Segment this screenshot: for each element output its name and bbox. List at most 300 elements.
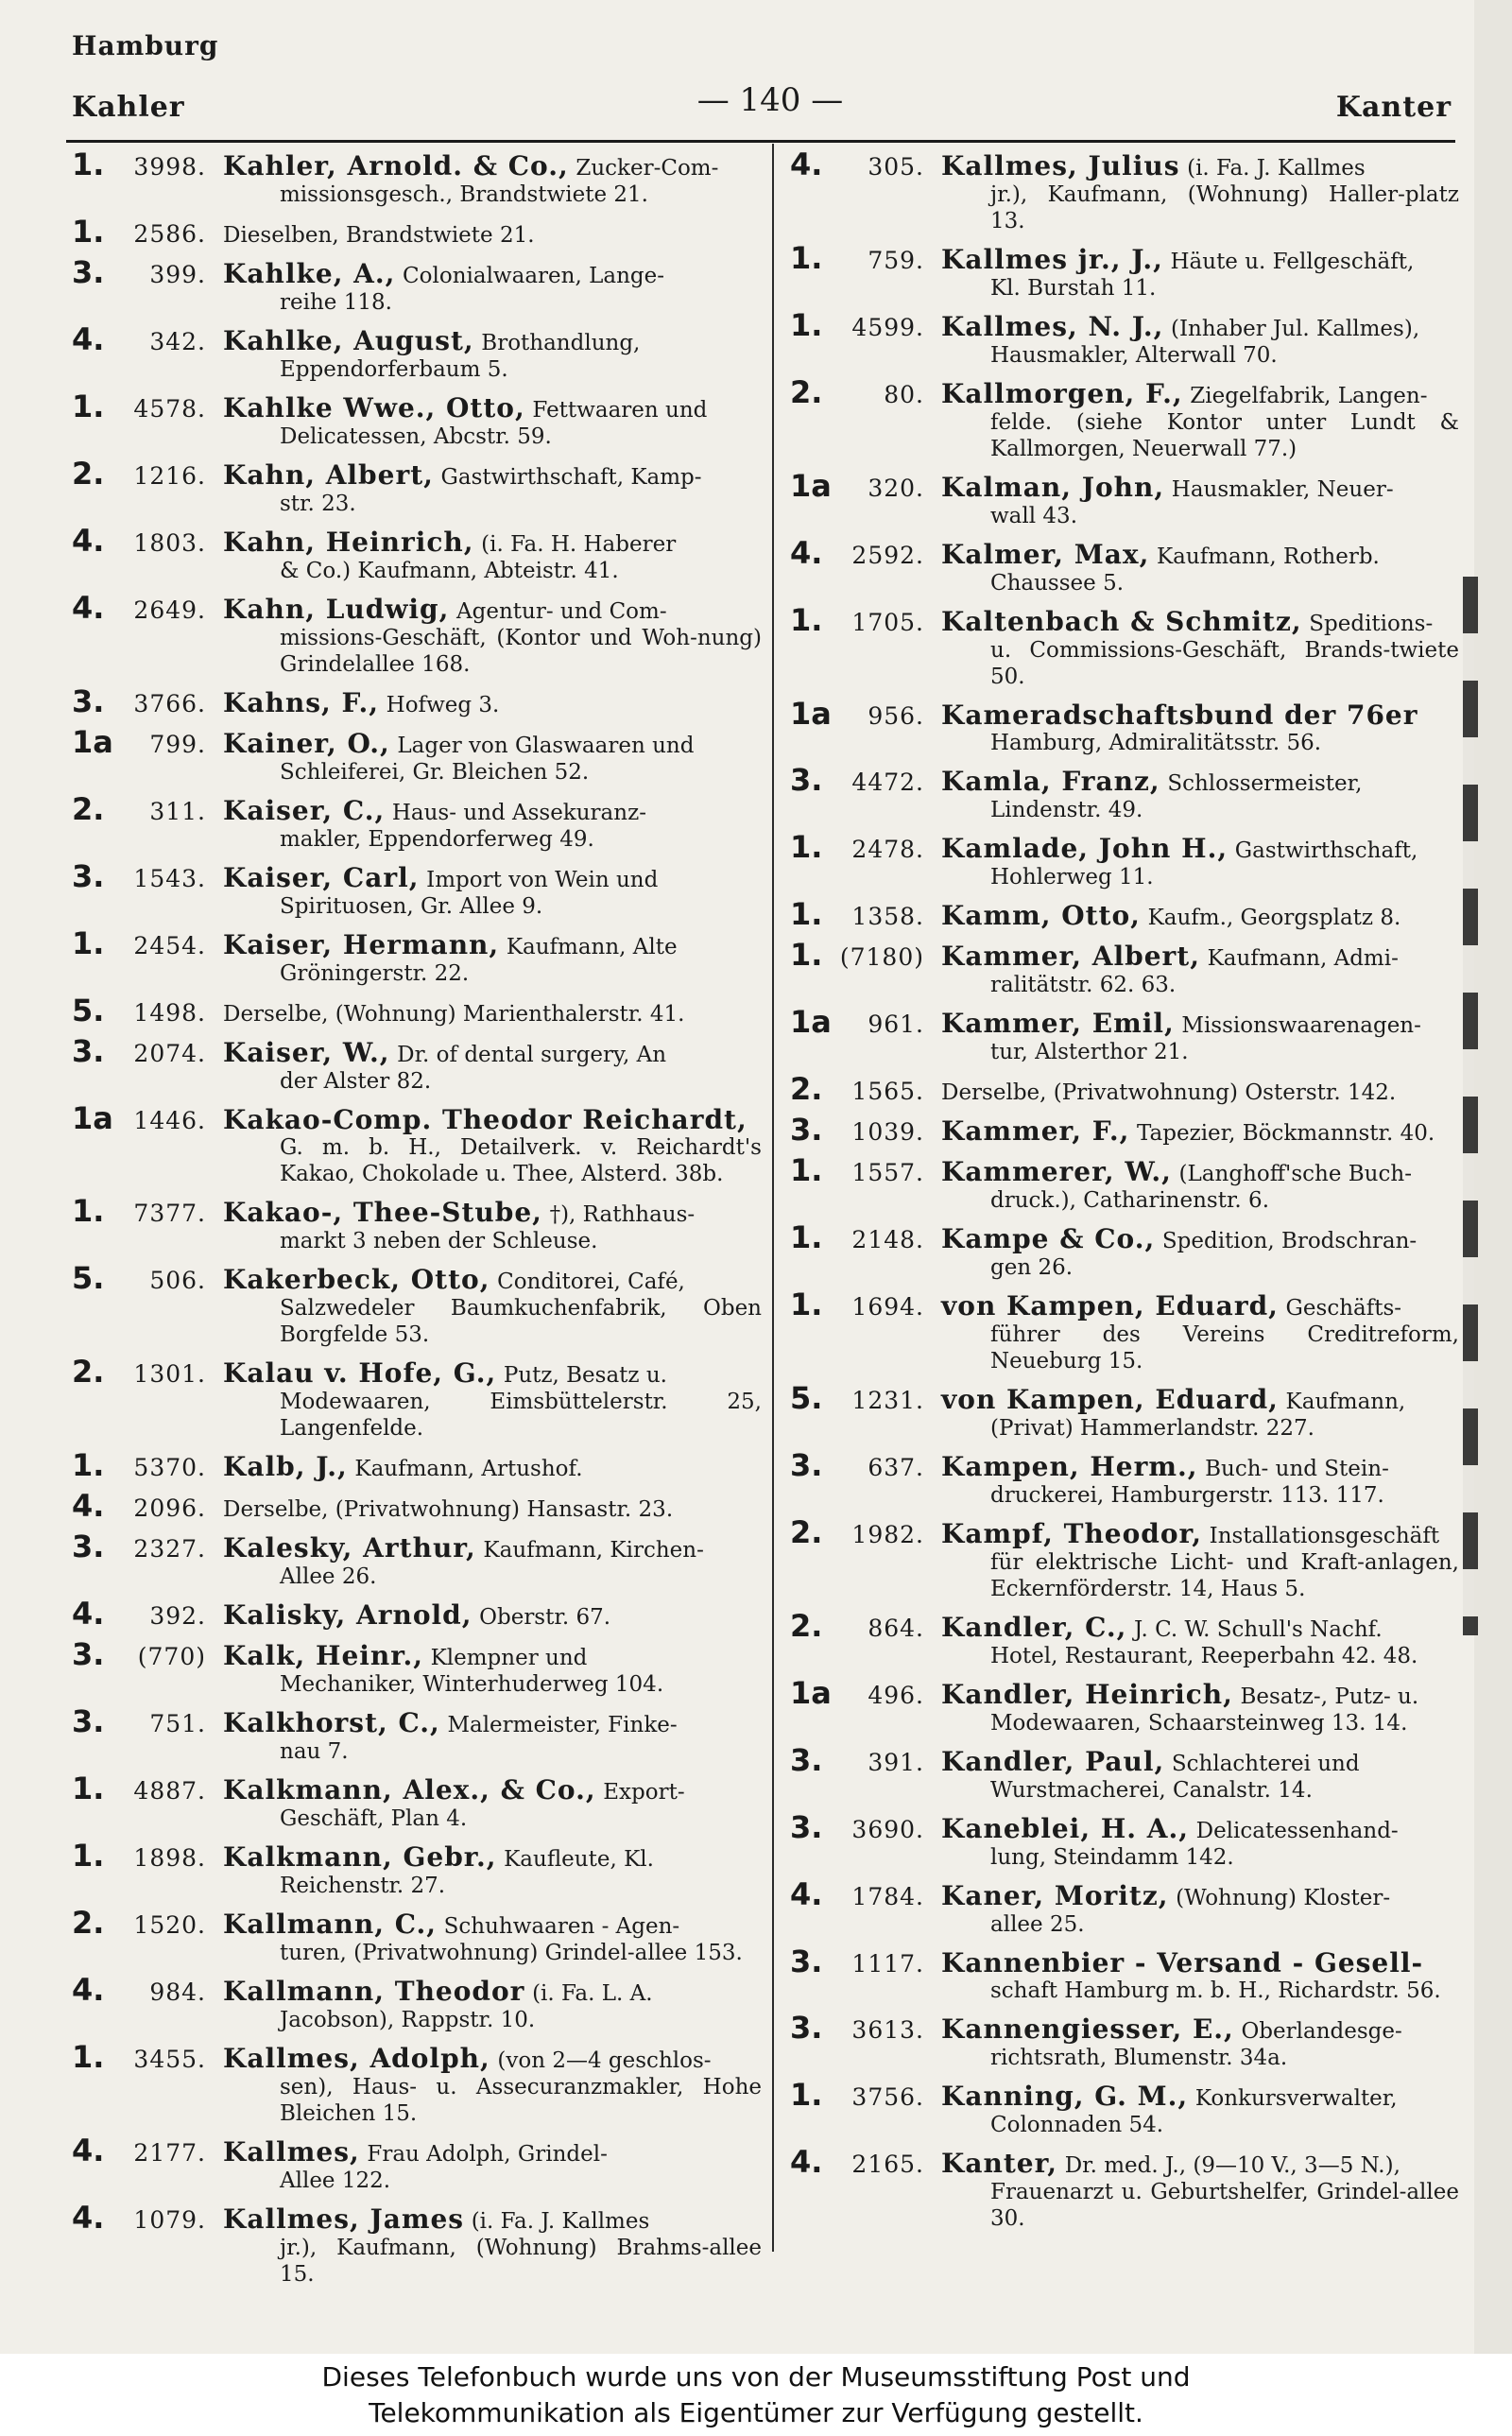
directory-entry xyxy=(72,151,762,208)
entry-continuation: & Co.) Kaufmann, Abteistr. 41. xyxy=(280,559,619,583)
exchange-district: 1a xyxy=(790,1680,832,1710)
directory-entry xyxy=(72,595,762,678)
directory-entry xyxy=(790,1680,1459,1736)
entry-details: Hofweg 3. xyxy=(386,693,500,717)
exchange-district: 4. xyxy=(72,2204,105,2235)
entry-first-line xyxy=(72,1842,762,1873)
exchange-district: 1a xyxy=(72,729,113,759)
subscriber-name: Kamlade, John H., xyxy=(941,834,1228,864)
entry-first-line xyxy=(72,796,762,826)
directory-entry xyxy=(790,540,1459,596)
directory-entry xyxy=(790,379,1459,462)
entry-continuation: druckerei, Hamburgerstr. 113. 117. xyxy=(990,1483,1384,1508)
entry-details: Kaufm., Georgsplatz 8. xyxy=(1147,906,1401,930)
exchange-district: 1. xyxy=(790,942,823,972)
exchange-district: 1a xyxy=(72,1105,113,1134)
exchange-district: 1. xyxy=(790,607,823,637)
entry-continuation: Reichenstr. 27. xyxy=(280,1874,446,1898)
directory-entry xyxy=(790,473,1459,529)
phone-number: 751. xyxy=(149,1710,206,1737)
entry-continuation: missionsgesch., Brandstwiete 21. xyxy=(280,182,648,207)
exchange-district: 2. xyxy=(790,379,823,409)
phone-number: 3690. xyxy=(851,1816,924,1843)
entry-details: Derselbe, (Privatwohnung) Hansastr. 23. xyxy=(223,1497,674,1522)
directory-entry xyxy=(790,607,1459,690)
entry-details: Tapezier, Böckmannstr. 40. xyxy=(1136,1121,1435,1146)
entry-first-line xyxy=(790,312,1459,342)
directory-entry xyxy=(72,218,762,249)
phone-number: 1117. xyxy=(851,1950,924,1978)
entry-continuation: Spirituosen, Gr. Allee 9. xyxy=(280,894,543,919)
exchange-district: 1. xyxy=(72,2044,105,2074)
entry-continuation: Gröningerstr. 22. xyxy=(280,961,470,986)
entry-first-line xyxy=(790,767,1459,797)
exchange-district: 3. xyxy=(72,259,105,289)
phone-number: 392. xyxy=(149,1602,206,1630)
entry-continuation: markt 3 neben der Schleuse. xyxy=(280,1229,598,1253)
entry-first-line xyxy=(790,1519,1459,1549)
directory-entry xyxy=(790,1076,1459,1106)
entry-first-line xyxy=(790,1747,1459,1777)
exchange-district: 1. xyxy=(72,218,105,249)
phone-number: 1520. xyxy=(133,1911,206,1939)
subscriber-name: Kameradschaftsbund der 76er xyxy=(941,700,1418,730)
exchange-district: 3. xyxy=(72,1708,105,1738)
subscriber-name: Kallmes, xyxy=(223,2137,360,2168)
first-entry-heading: Kahler xyxy=(72,91,185,124)
entry-details: Hausmakler, Neuer- xyxy=(1171,477,1394,502)
entry-details: Häute u. Fellgeschäft, xyxy=(1170,250,1415,274)
subscriber-name: Kampen, Herm., xyxy=(941,1452,1198,1482)
exchange-district: 2. xyxy=(72,796,105,826)
entry-continuation: Hotel, Restaurant, Reeperbahn 42. 48. xyxy=(990,1644,1418,1668)
directory-entry xyxy=(790,1157,1459,1214)
entry-continuation: allee 25. xyxy=(990,1912,1085,1937)
entry-first-line xyxy=(72,1641,762,1671)
phone-number: 956. xyxy=(868,702,924,730)
entry-first-line xyxy=(72,1493,762,1523)
directory-entry xyxy=(790,1452,1459,1509)
directory-entry xyxy=(790,942,1459,998)
entry-details: Klempner und xyxy=(430,1646,588,1670)
entry-continuation: wall 43. xyxy=(990,504,1077,528)
entry-continuation: Allee 26. xyxy=(280,1564,377,1589)
entry-first-line xyxy=(790,942,1459,972)
entry-details: Haus- und Assekuranz- xyxy=(391,801,646,825)
directory-entry xyxy=(72,1038,762,1095)
entry-details: J. C. W. Schull's Nachf. xyxy=(1134,1617,1383,1642)
entry-first-line xyxy=(790,1613,1459,1643)
entry-continuation: Mechaniker, Winterhuderweg 104. xyxy=(280,1672,664,1697)
entry-first-line xyxy=(72,1198,762,1228)
subscriber-name: Kallmorgen, F., xyxy=(941,379,1183,409)
entry-continuation: jr.), Kaufmann, (Wohnung) Haller-platz 13. xyxy=(990,182,1459,233)
exchange-district: 3. xyxy=(790,1814,823,1844)
subscriber-name: Kainer, O., xyxy=(223,729,390,759)
subscriber-name: Kanter, xyxy=(941,2149,1058,2179)
entry-first-line xyxy=(72,997,762,1028)
entry-continuation: richtsrath, Blumenstr. 34a. xyxy=(990,2046,1288,2070)
directory-entry xyxy=(72,259,762,316)
subscriber-name: Kalman, John, xyxy=(941,473,1165,503)
entry-continuation: der Alster 82. xyxy=(280,1069,432,1094)
exchange-district: 4. xyxy=(790,540,823,570)
exchange-district: 4. xyxy=(72,1977,105,2007)
entry-details: Konkursverwalter, xyxy=(1194,2086,1398,2111)
exchange-district: 2. xyxy=(790,1076,823,1106)
phone-number: 1705. xyxy=(851,609,924,636)
directory-entry xyxy=(790,1224,1459,1281)
subscriber-name: Kakao-, Thee-Stube, xyxy=(223,1198,542,1228)
entry-first-line xyxy=(72,1977,762,2007)
directory-entry xyxy=(72,1198,762,1254)
subscriber-name: Kammer, Albert, xyxy=(941,942,1200,972)
entry-continuation: (Privat) Hammerlandstr. 227. xyxy=(990,1416,1314,1441)
phone-number: 80. xyxy=(884,381,924,408)
exchange-district: 1. xyxy=(790,901,823,931)
directory-entry xyxy=(72,1775,762,1832)
entry-continuation: missions-Geschäft, (Kontor und Woh-nung) Grindelallee 168. xyxy=(280,626,762,677)
entry-continuation: Hamburg, Admiralitätsstr. 56. xyxy=(990,731,1322,755)
subscriber-name: Kaltenbach & Schmitz, xyxy=(941,607,1302,637)
subscriber-name: Kandler, C., xyxy=(941,1613,1127,1643)
entry-continuation: u. Commissions-Geschäft, Brands-twiete 50. xyxy=(990,638,1459,689)
phone-number: (7180) xyxy=(839,943,924,971)
directory-entry xyxy=(790,1385,1459,1442)
entry-details: Derselbe, (Privatwohnung) Osterstr. 142. xyxy=(941,1080,1397,1105)
phone-number: 4599. xyxy=(851,314,924,341)
entry-continuation: Frauenarzt u. Geburtshelfer, Grindel-allee 30. xyxy=(990,2180,1459,2231)
subscriber-name: Kandler, Paul, xyxy=(941,1747,1165,1777)
exchange-district: 1a xyxy=(790,1009,832,1039)
exchange-district: 3. xyxy=(790,2014,823,2045)
entry-continuation: Chaussee 5. xyxy=(990,571,1125,596)
directory-entry xyxy=(72,1533,762,1590)
directory-entry xyxy=(72,1600,762,1631)
entry-continuation: Hohlerweg 11. xyxy=(990,865,1154,890)
entry-details: Kaufmann, xyxy=(1285,1390,1406,1414)
directory-entry xyxy=(72,527,762,584)
directory-entry xyxy=(72,1708,762,1765)
entry-first-line xyxy=(790,1680,1459,1710)
entry-continuation: Hausmakler, Alterwall 70. xyxy=(990,343,1278,368)
phone-number: 1543. xyxy=(133,865,206,892)
entry-first-line xyxy=(72,1909,762,1940)
entry-continuation: Modewaaren, Schaarsteinweg 13. 14. xyxy=(990,1711,1408,1736)
entry-details: Spedition, Brodschran- xyxy=(1161,1229,1418,1253)
entry-continuation: jr.), Kaufmann, (Wohnung) Brahms-allee 15. xyxy=(280,2236,762,2287)
phone-number: 2649. xyxy=(133,596,206,624)
entry-continuation: schaft Hamburg m. b. H., Richardstr. 56. xyxy=(990,1978,1441,2003)
directory-entry xyxy=(790,700,1459,756)
exchange-district: 4. xyxy=(72,1493,105,1523)
entry-continuation: für elektrische Licht- und Kraft-anlagen, Eckernförderstr. 14, Haus 5. xyxy=(990,1550,1459,1601)
exchange-district: 3. xyxy=(790,1452,823,1482)
exchange-district: 3. xyxy=(72,688,105,718)
entry-first-line xyxy=(72,1358,762,1389)
directory-entry xyxy=(790,1814,1459,1871)
directory-entry xyxy=(72,688,762,718)
entry-details: Speditions- xyxy=(1309,612,1434,636)
directory-entry xyxy=(72,796,762,853)
exchange-district: 1. xyxy=(72,1198,105,1228)
entry-continuation: Wurstmacherei, Canalstr. 14. xyxy=(990,1778,1313,1803)
subscriber-name: Kannenbier - Versand - Gesell- xyxy=(941,1948,1424,1978)
entry-first-line xyxy=(72,863,762,893)
entry-first-line xyxy=(72,1708,762,1738)
entry-details: Kaufmann, Artushof. xyxy=(354,1457,583,1481)
subscriber-name: Kampe & Co., xyxy=(941,1224,1156,1254)
exchange-district: 5. xyxy=(72,997,105,1028)
exchange-district: 1. xyxy=(790,1291,823,1322)
subscriber-name: Kalk, Heinr., xyxy=(223,1641,423,1671)
directory-entry xyxy=(72,2044,762,2127)
directory-entry xyxy=(72,729,762,786)
entry-first-line xyxy=(790,901,1459,931)
directory-entry xyxy=(72,1842,762,1899)
exchange-district: 2. xyxy=(72,460,105,491)
directory-entry xyxy=(72,1265,762,1348)
phone-number: 1557. xyxy=(851,1159,924,1186)
exchange-district: 1. xyxy=(790,245,823,275)
entry-details: Colonialwaaren, Lange- xyxy=(403,264,664,288)
binding-marks xyxy=(1463,577,1478,1635)
exchange-district: 1. xyxy=(790,2082,823,2112)
entry-continuation: führer des Vereins Creditreform, Neueburg 15. xyxy=(990,1322,1459,1373)
phone-number: 1784. xyxy=(851,1883,924,1910)
entry-details: Schlossermeister, xyxy=(1167,771,1363,796)
entry-details: (Wohnung) Kloster- xyxy=(1176,1886,1391,1910)
subscriber-name: Kahlke, August, xyxy=(223,326,474,356)
phone-number: 1898. xyxy=(133,1844,206,1872)
exchange-district: 5. xyxy=(790,1385,823,1415)
subscriber-name: Kaiser, Carl, xyxy=(223,863,420,893)
phone-number: 2478. xyxy=(851,836,924,863)
phone-number: 984. xyxy=(149,1978,206,2006)
column-divider xyxy=(772,144,774,2252)
entry-first-line xyxy=(790,379,1459,409)
exchange-district: 1a xyxy=(790,700,832,730)
entry-continuation: Eppendorferbaum 5. xyxy=(280,357,508,382)
exchange-district: 1. xyxy=(72,1775,105,1805)
entry-details: Putz, Besatz u. xyxy=(503,1363,667,1388)
exchange-district: 2. xyxy=(790,1613,823,1643)
exchange-district: 4. xyxy=(790,1881,823,1911)
phone-number: 1982. xyxy=(851,1521,924,1548)
entry-first-line xyxy=(790,2082,1459,2112)
directory-entry xyxy=(72,1105,762,1187)
directory-entry xyxy=(790,1009,1459,1065)
exchange-district: 1. xyxy=(72,930,105,960)
directory-entry xyxy=(72,997,762,1028)
subscriber-name: Kakerbeck, Otto, xyxy=(223,1265,490,1295)
entry-continuation: ralitätstr. 62. 63. xyxy=(990,973,1177,997)
phone-number: 1301. xyxy=(133,1360,206,1388)
entry-details: Installationsgeschäft xyxy=(1209,1524,1440,1548)
phone-number: 864. xyxy=(868,1615,924,1642)
right-column xyxy=(790,151,1459,2242)
entry-details: Oberlandesge- xyxy=(1241,2019,1402,2044)
phone-number: 2327. xyxy=(133,1535,206,1563)
subscriber-name: Kallmes, James xyxy=(223,2204,465,2235)
entry-details: Agentur- und Com- xyxy=(456,599,667,624)
entry-continuation: str. 23. xyxy=(280,492,356,516)
entry-details: (von 2—4 geschlos- xyxy=(497,2048,712,2073)
subscriber-name: Kahlke, A., xyxy=(223,259,396,289)
phone-number: 2454. xyxy=(133,932,206,959)
entry-first-line xyxy=(790,540,1459,570)
subscriber-name: Kanning, G. M., xyxy=(941,2082,1189,2112)
exchange-district: 3. xyxy=(790,1747,823,1777)
entry-first-line xyxy=(790,1814,1459,1844)
directory-entry xyxy=(790,767,1459,823)
phone-number: 2177. xyxy=(133,2139,206,2167)
phone-number: 4887. xyxy=(133,1777,206,1805)
entry-details: (i. Fa. L. A. xyxy=(532,1981,653,2006)
entry-continuation: nau 7. xyxy=(280,1739,349,1764)
entry-first-line xyxy=(72,527,762,558)
subscriber-name: Kamm, Otto, xyxy=(941,901,1141,931)
entry-continuation: Allee 122. xyxy=(280,2168,391,2193)
phone-number: 311. xyxy=(149,798,206,825)
exchange-district: 1. xyxy=(790,834,823,864)
entry-details: (Langhoff'sche Buch- xyxy=(1178,1162,1412,1186)
entry-first-line xyxy=(790,473,1459,503)
exchange-district: 1. xyxy=(790,312,823,342)
directory-entry xyxy=(790,1116,1459,1147)
entry-first-line xyxy=(72,2204,762,2235)
phone-number: 3613. xyxy=(851,2016,924,2044)
entry-continuation: Geschäft, Plan 4. xyxy=(280,1806,468,1831)
exchange-district: 1. xyxy=(72,393,105,423)
header-rule xyxy=(66,140,1455,143)
phone-number: 961. xyxy=(868,1011,924,1038)
entry-details: (i. Fa. J. Kallmes xyxy=(1187,156,1366,181)
subscriber-name: Kammerer, W., xyxy=(941,1157,1172,1187)
entry-first-line xyxy=(72,393,762,423)
exchange-district: 3. xyxy=(790,767,823,797)
entry-first-line xyxy=(790,1881,1459,1911)
entry-continuation: gen 26. xyxy=(990,1255,1074,1280)
entry-first-line xyxy=(72,1600,762,1631)
phone-number: 1446. xyxy=(133,1107,206,1134)
subscriber-name: Kahns, F., xyxy=(223,688,380,718)
footer-notice xyxy=(0,2354,1512,2436)
entry-first-line xyxy=(72,1452,762,1482)
subscriber-name: Kallmes jr., J., xyxy=(941,245,1163,275)
subscriber-name: Kampf, Theodor, xyxy=(941,1519,1203,1549)
entry-first-line xyxy=(72,218,762,249)
phone-number: 1694. xyxy=(851,1293,924,1321)
phone-number: 1803. xyxy=(133,529,206,557)
subscriber-name: Kalisky, Arnold, xyxy=(223,1600,472,1631)
entry-first-line xyxy=(72,1265,762,1295)
exchange-district: 3. xyxy=(790,1116,823,1147)
entry-details: Dr. med. J., (9—10 V., 3—5 N.), xyxy=(1064,2153,1400,2178)
subscriber-name: Kaiser, Hermann, xyxy=(223,930,500,960)
entry-details: Schlachterei und xyxy=(1171,1752,1360,1776)
directory-entry xyxy=(72,393,762,450)
phone-number: 3998. xyxy=(133,153,206,181)
phone-number: 496. xyxy=(868,1682,924,1709)
entry-first-line xyxy=(790,245,1459,275)
entry-continuation: felde. (siehe Kontor unter Lundt & Kallmorgen, Neuerwall 77.) xyxy=(990,410,1459,461)
exchange-district: 2. xyxy=(72,1909,105,1940)
entry-details: Kaufmann, Rotherb. xyxy=(1157,544,1380,569)
subscriber-name: Kandler, Heinrich, xyxy=(941,1680,1233,1710)
phone-number: (770) xyxy=(137,1643,206,1670)
phone-number: 1039. xyxy=(851,1118,924,1146)
exchange-district: 1. xyxy=(790,1157,823,1187)
phone-number: 320. xyxy=(868,475,924,502)
exchange-district: 3. xyxy=(72,1038,105,1068)
exchange-district: 2. xyxy=(72,1358,105,1389)
exchange-district: 5. xyxy=(72,1265,105,1295)
exchange-district: 2. xyxy=(790,1519,823,1549)
directory-entry xyxy=(790,2014,1459,2071)
phone-number: 1231. xyxy=(851,1387,924,1414)
entry-first-line xyxy=(72,1105,762,1134)
city-heading: Hamburg xyxy=(72,30,219,61)
directory-entry xyxy=(790,1519,1459,1602)
directory-entry xyxy=(72,460,762,517)
directory-entry xyxy=(790,1881,1459,1938)
entry-first-line xyxy=(72,1775,762,1805)
phone-number: 1216. xyxy=(133,462,206,490)
entry-first-line xyxy=(790,1116,1459,1147)
left-column xyxy=(72,151,762,2298)
entry-details: Malermeister, Finke- xyxy=(447,1713,678,1737)
entry-details: †), Rathhaus- xyxy=(549,1202,696,1227)
entry-first-line xyxy=(790,2149,1459,2179)
phone-number: 1358. xyxy=(851,903,924,930)
entry-continuation: Lindenstr. 49. xyxy=(990,798,1143,822)
phone-number: 399. xyxy=(149,261,206,288)
entry-first-line xyxy=(72,326,762,356)
entry-details: Fettwaaren und xyxy=(532,398,708,423)
phone-number: 2096. xyxy=(133,1494,206,1522)
phone-number: 2586. xyxy=(133,220,206,248)
directory-entry xyxy=(790,834,1459,890)
entry-details: Ziegelfabrik, Langen- xyxy=(1190,384,1428,408)
exchange-district: 3. xyxy=(72,1641,105,1671)
entry-continuation: turen, (Privatwohnung) Grindel-allee 153. xyxy=(280,1941,743,1965)
exchange-district: 1. xyxy=(72,1842,105,1873)
entry-first-line xyxy=(72,1533,762,1564)
phone-number: 4472. xyxy=(851,769,924,796)
entry-first-line xyxy=(790,151,1459,181)
exchange-district: 4. xyxy=(790,151,823,181)
entry-details: Kaufleute, Kl. xyxy=(504,1847,654,1872)
subscriber-name: Kakao-Comp. Theodor Reichardt, xyxy=(223,1105,747,1134)
entry-continuation: Kl. Burstah 11. xyxy=(990,276,1157,301)
entry-details: (Inhaber Jul. Kallmes), xyxy=(1170,317,1420,341)
entry-details: Schuhwaaren - Agen- xyxy=(443,1914,680,1939)
entry-first-line xyxy=(790,1076,1459,1106)
entry-first-line xyxy=(790,1385,1459,1415)
directory-entry xyxy=(790,1291,1459,1374)
subscriber-name: Kaiser, W., xyxy=(223,1038,390,1068)
phone-number: 759. xyxy=(868,247,924,274)
directory-entry xyxy=(72,1977,762,2033)
entry-continuation: druck.), Catharinenstr. 6. xyxy=(990,1188,1270,1213)
entry-details: Zucker-Com- xyxy=(576,156,719,181)
directory-entry xyxy=(72,1452,762,1482)
directory-entry xyxy=(790,312,1459,369)
adjacent-page-edge xyxy=(1474,0,1512,2354)
subscriber-name: Kaiser, C., xyxy=(223,796,386,826)
subscriber-name: Kallmann, C., xyxy=(223,1909,438,1940)
